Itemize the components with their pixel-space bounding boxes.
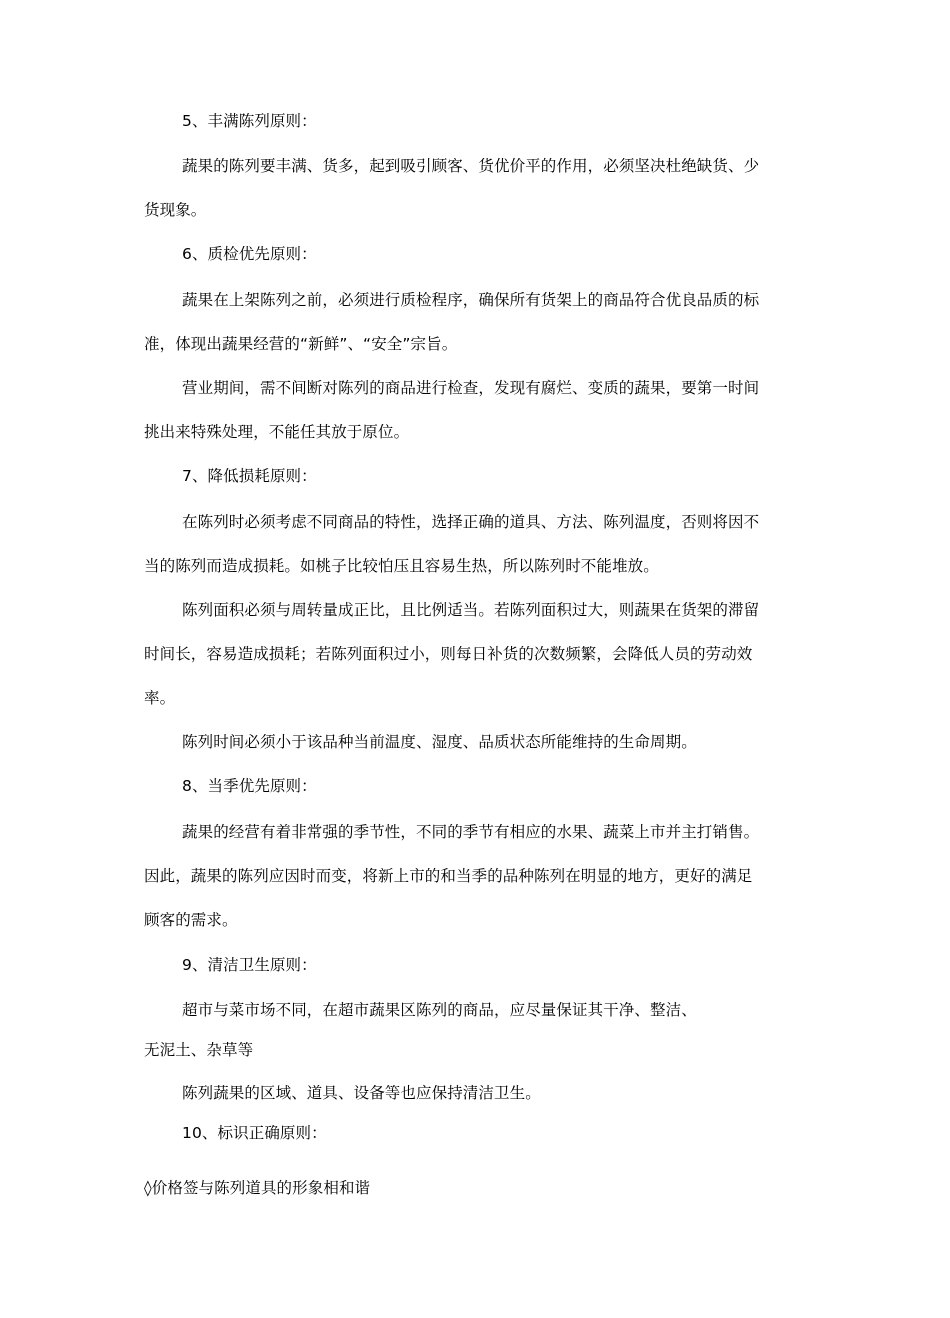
paragraph-line: 超市与菜市场不同，在超市蔬果区陈列的商品，应尽量保证其干净、整洁、: [182, 1001, 697, 1019]
paragraph-line: 蔬果的陈列要丰满、货多，起到吸引顾客、货优价平的作用，必须坚决杜绝缺货、少: [182, 157, 760, 175]
bullet-line: ◊价格签与陈列道具的形象相和谐: [144, 1179, 371, 1197]
section-9-heading: 9、清洁卫生原则：: [182, 956, 317, 974]
section-7-heading: 7、降低损耗原则：: [182, 467, 317, 485]
paragraph-line: 陈列面积必须与周转量成正比，且比例适当。若陈列面积过大，则蔬果在货架的滞留: [182, 601, 760, 619]
paragraph-line: 在陈列时必须考虑不同商品的特性，选择正确的道具、方法、陈列温度，否则将因不: [182, 513, 760, 531]
paragraph-line: 陈列蔬果的区域、道具、设备等也应保持清洁卫生。: [182, 1084, 541, 1102]
paragraph-line: 陈列时间必须小于该品种当前温度、湿度、品质状态所能维持的生命周期。: [182, 733, 697, 751]
paragraph-line: 顾客的需求。: [144, 911, 238, 929]
section-5-heading: 5、丰满陈列原则：: [182, 112, 317, 130]
section-6-heading: 6、质检优先原则：: [182, 245, 317, 263]
paragraph-line: 无泥土、杂草等: [144, 1041, 254, 1059]
paragraph-line: 当的陈列而造成损耗。如桃子比较怕压且容易生热，所以陈列时不能堆放。: [144, 557, 659, 575]
paragraph-line: 蔬果的经营有着非常强的季节性，不同的季节有相应的水果、蔬菜上市并主打销售。: [182, 823, 760, 841]
section-8-heading: 8、当季优先原则：: [182, 777, 317, 795]
paragraph-line: 时间长，容易造成损耗；若陈列面积过小，则每日补货的次数频繁，会降低人员的劳动效: [144, 645, 753, 663]
paragraph-line: 挑出来特殊处理，不能任其放于原位。: [144, 423, 410, 441]
paragraph-line: 率。: [144, 689, 176, 707]
section-10-heading: 10、标识正确原则：: [182, 1124, 327, 1142]
paragraph-line: 营业期间，需不间断对陈列的商品进行检查，发现有腐烂、变质的蔬果，要第一时间: [182, 379, 760, 397]
paragraph-line: 蔬果在上架陈列之前，必须进行质检程序，确保所有货架上的商品符合优良品质的标: [182, 291, 760, 309]
paragraph-line: 因此，蔬果的陈列应因时而变，将新上市的和当季的品种陈列在明显的地方，更好的满足: [144, 867, 753, 885]
paragraph-line: 准，体现出蔬果经营的“新鲜”、“安全”宗旨。: [144, 335, 458, 353]
paragraph-line: 货现象。: [144, 201, 207, 219]
